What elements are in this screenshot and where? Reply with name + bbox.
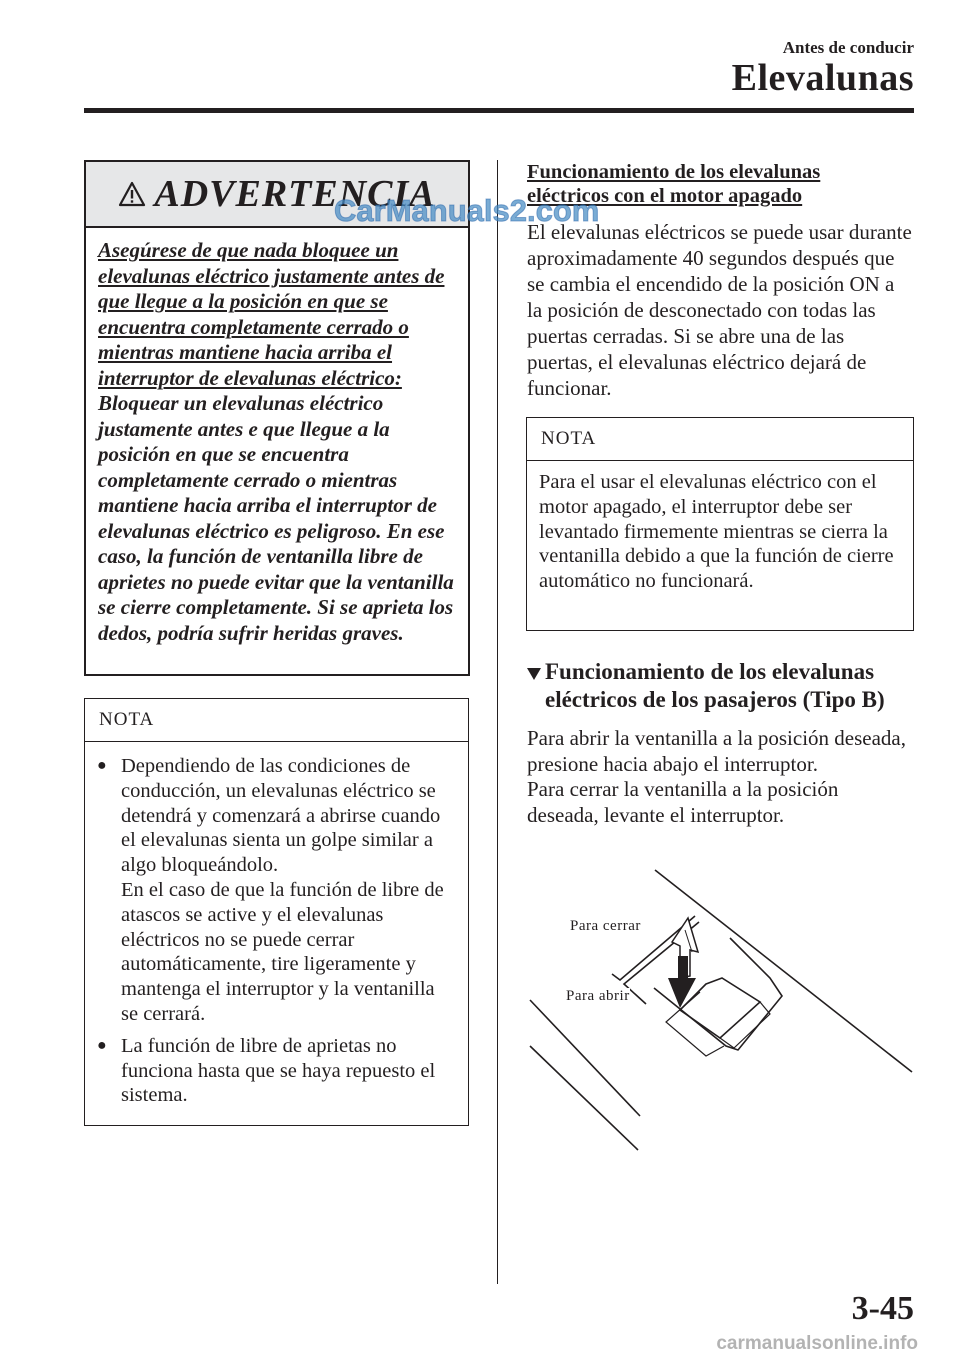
warning-title: ADVERTENCIA [154,173,436,215]
warning-triangle-icon [118,181,146,207]
bullet-text: Dependiendo de las condiciones de conducción, un elevalunas eléctrico se detendrá y comenzará a abrirse cuando el elevalunas sienta un golpe similar a algo bloqueándolo. [121,755,441,877]
window-switch-figure [520,860,920,1160]
header-rule [84,108,914,113]
instruction-close: Para cerrar la ventanilla a la posición deseada, levante el interruptor. [527,777,839,827]
label-open: Para abrir [566,988,630,1004]
nota-box-right [526,417,914,631]
list-item [97,754,454,1027]
warning-body-text: Bloquear un elevalunas eléctrico justamente antes e que llegue a la posición en que se encuentra completamente cerrado o mientras mantiene hacia arriba el interruptor de elevalunas eléctrico es peligroso. En ese caso, la función de ventanilla libre de aprietes no puede evitar que la ventanilla se cierre completamente. Si se aprieta los dedos, podría sufrir heridas graves. [98,391,454,645]
paragraph: El elevalunas eléctricos se puede usar durante aproximadamente 40 segundos después que se cambia el encendido de la posición ON a la posición de desconectado con todas las puertas cerradas. Si se abre una de las puertas, el elevalunas eléctrico dejará de funcionar. [527,220,912,400]
nota-box-left [84,698,469,1126]
warning-underlined-text: Asegúrese de que nada bloquee un elevalunas eléctrico justamente antes de que llegue a la posición en que se encuentra completamente cerrado o mientras mantiene hacia arriba el interruptor de elevalunas eléctrico: [98,238,445,390]
warning-body [86,228,468,646]
bullet-text: La función de libre de aprietas no funciona hasta que se haya repuesto el sistema. [121,1034,436,1107]
instruction-open: Para abrir la ventanilla a la posición deseada, presione hacia abajo el interruptor. [527,726,907,776]
window-switch-illustration [520,860,920,1160]
warning-box [84,160,470,676]
nota-label: NOTA [527,418,913,461]
label-close: Para cerrar [570,918,641,934]
nota-body: Para el usar el elevalunas eléctrico con el motor apagado, el interruptor debe ser levantado firmemente mientras se cierra la ventanilla debido a que la función de cierre automático no funcionará. [539,471,894,593]
page-title: Elevalunas [731,57,914,99]
section-header: Antes de conducir [782,38,914,57]
bullet-icon: ● [97,1036,107,1054]
footer-site: carmanualsonline.info [716,1333,918,1354]
instructions [527,726,912,828]
section-title-text: Funcionamiento de los elevalunas eléctricos de los pasajeros (Tipo B) [545,659,885,712]
subsection-title: Funcionamiento de los elevalunas eléctricos con el motor apagado [527,161,821,207]
bullet-text: En el caso de que la función de libre de atascos se active y el elevalunas eléctricos no se puede cerrar automáticamente, tire ligeramente y mantenga el interruptor y la ventanilla se cerrará. [121,878,444,1025]
section-title [527,658,922,714]
list-item [97,1034,454,1108]
nota-label: NOTA [85,699,468,742]
bullet-icon: ● [97,757,107,774]
page-number: 3-45 [851,1290,914,1327]
column-divider [497,160,498,1284]
nota-body [85,742,468,1108]
watermark: CarManuals2.com [334,193,600,228]
triangle-bullet-icon [527,658,541,714]
